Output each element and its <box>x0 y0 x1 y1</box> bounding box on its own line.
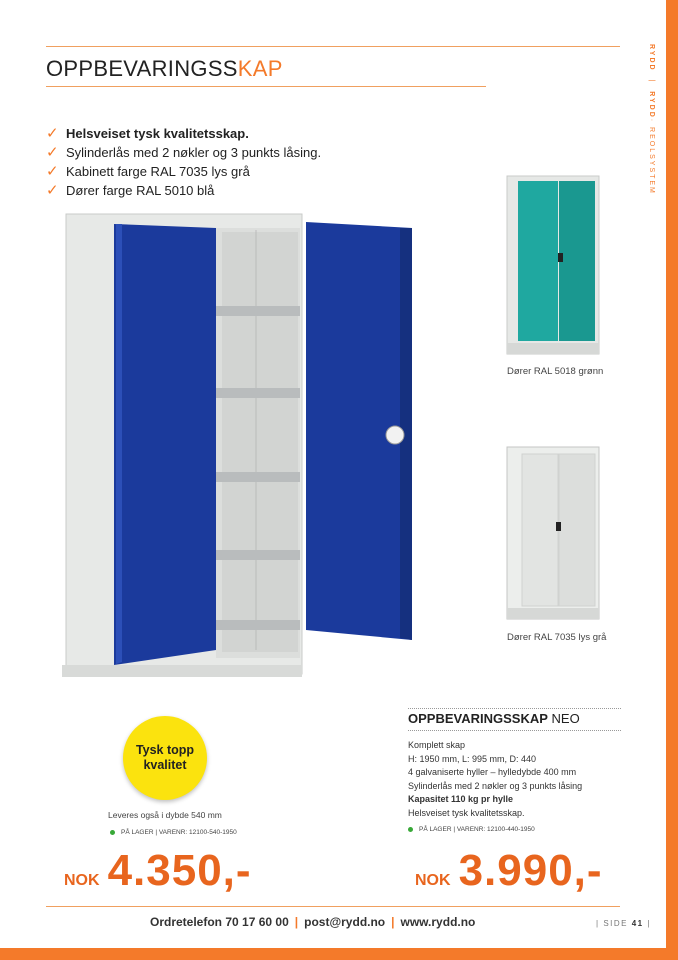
side-tagline: · REOLSYSTEM <box>648 118 655 195</box>
stock-status-neo <box>408 826 535 833</box>
green-cabinet-caption: Dører RAL 5018 grønn <box>507 366 604 377</box>
title-part1: OPPBEVARINGSS <box>46 56 238 81</box>
price-left <box>64 846 252 896</box>
green-cabinet-image <box>504 173 604 358</box>
feature-item <box>46 181 321 200</box>
feature-item <box>46 143 321 162</box>
side-brand-1: RYDD <box>648 44 655 72</box>
blue-cabinet-image <box>62 210 417 680</box>
badge-line1: Tysk topp <box>135 743 195 757</box>
feature-item <box>46 124 321 143</box>
dotted-divider <box>408 708 621 709</box>
feature-list <box>46 124 321 200</box>
feature-text: Helsveiset tysk kvalitetsskap. <box>66 126 249 141</box>
neo-title-rest: NEO <box>547 711 580 726</box>
footer-separator: | <box>294 915 299 929</box>
in-stock-dot-icon <box>408 827 413 832</box>
stock-status-left <box>110 829 237 836</box>
footer-contact <box>150 915 475 929</box>
footer-phone: Ordretelefon 70 17 60 00 <box>150 915 289 929</box>
check-icon: ✓ <box>46 163 59 180</box>
feature-item <box>46 162 321 181</box>
footer-website[interactable]: www.rydd.no <box>400 915 476 929</box>
neo-detail-line: Helsveiset tysk kvalitetsskap. <box>408 807 525 818</box>
title-part2: KAP <box>237 56 283 81</box>
neo-detail-line: Sylinderlås med 2 nøkler og 3 punkts låsing <box>408 780 583 791</box>
price-amount: 4.350,- <box>107 846 252 895</box>
page-number: | SIDE 41 | <box>596 919 651 928</box>
in-stock-dot-icon <box>110 830 115 835</box>
price-amount: 3.990,- <box>458 846 603 895</box>
price-currency: NOK <box>415 872 451 889</box>
page-number-value: 41 <box>631 919 644 928</box>
neo-title-bold: OPPBEVARINGSSKAP <box>408 711 548 726</box>
depth-note: Leveres også i dybde 540 mm <box>108 810 222 820</box>
feature-text: Sylinderlås med 2 nøkler og 3 punkts låsing. <box>66 145 322 160</box>
top-rule <box>46 46 620 47</box>
page-title <box>46 56 283 82</box>
neo-title <box>408 711 580 726</box>
dotted-divider <box>408 730 621 731</box>
page-label: SIDE <box>603 919 628 928</box>
check-icon: ✓ <box>46 182 59 199</box>
badge-line2: kvalitet <box>143 758 187 772</box>
side-brand-2: RYDD <box>648 91 655 119</box>
neo-detail-line: Kapasitet 110 kg pr hylle <box>408 794 514 804</box>
side-brand-label: RYDD | RYDD· REOLSYSTEM <box>648 44 655 195</box>
neo-detail-line: Komplett skap <box>408 740 466 750</box>
quality-badge <box>123 716 207 800</box>
stock-text: PÅ LAGER | VARENR: 12100-540-1950 <box>121 829 237 836</box>
title-rule <box>46 86 486 87</box>
neo-detail-line: H: 1950 mm, L: 995 mm, D: 440 <box>408 753 537 764</box>
neo-details <box>408 739 582 820</box>
stock-text: PÅ LAGER | VARENR: 12100-440-1950 <box>419 826 535 833</box>
feature-text: Dører farge RAL 5010 blå <box>66 183 215 198</box>
footer-separator: | <box>391 915 395 929</box>
grey-cabinet-image <box>504 444 604 622</box>
footer-rule <box>46 906 620 907</box>
check-icon: ✓ <box>46 125 59 142</box>
footer-email[interactable]: post@rydd.no <box>304 915 386 929</box>
check-icon: ✓ <box>46 144 59 161</box>
feature-text: Kabinett farge RAL 7035 lys grå <box>66 164 250 179</box>
neo-detail-line: 4 galvaniserte hyller – hylledybde 400 mm <box>408 767 577 777</box>
price-neo <box>415 846 603 896</box>
grey-cabinet-caption: Dører RAL 7035 lys grå <box>507 632 607 643</box>
price-currency: NOK <box>64 872 100 889</box>
